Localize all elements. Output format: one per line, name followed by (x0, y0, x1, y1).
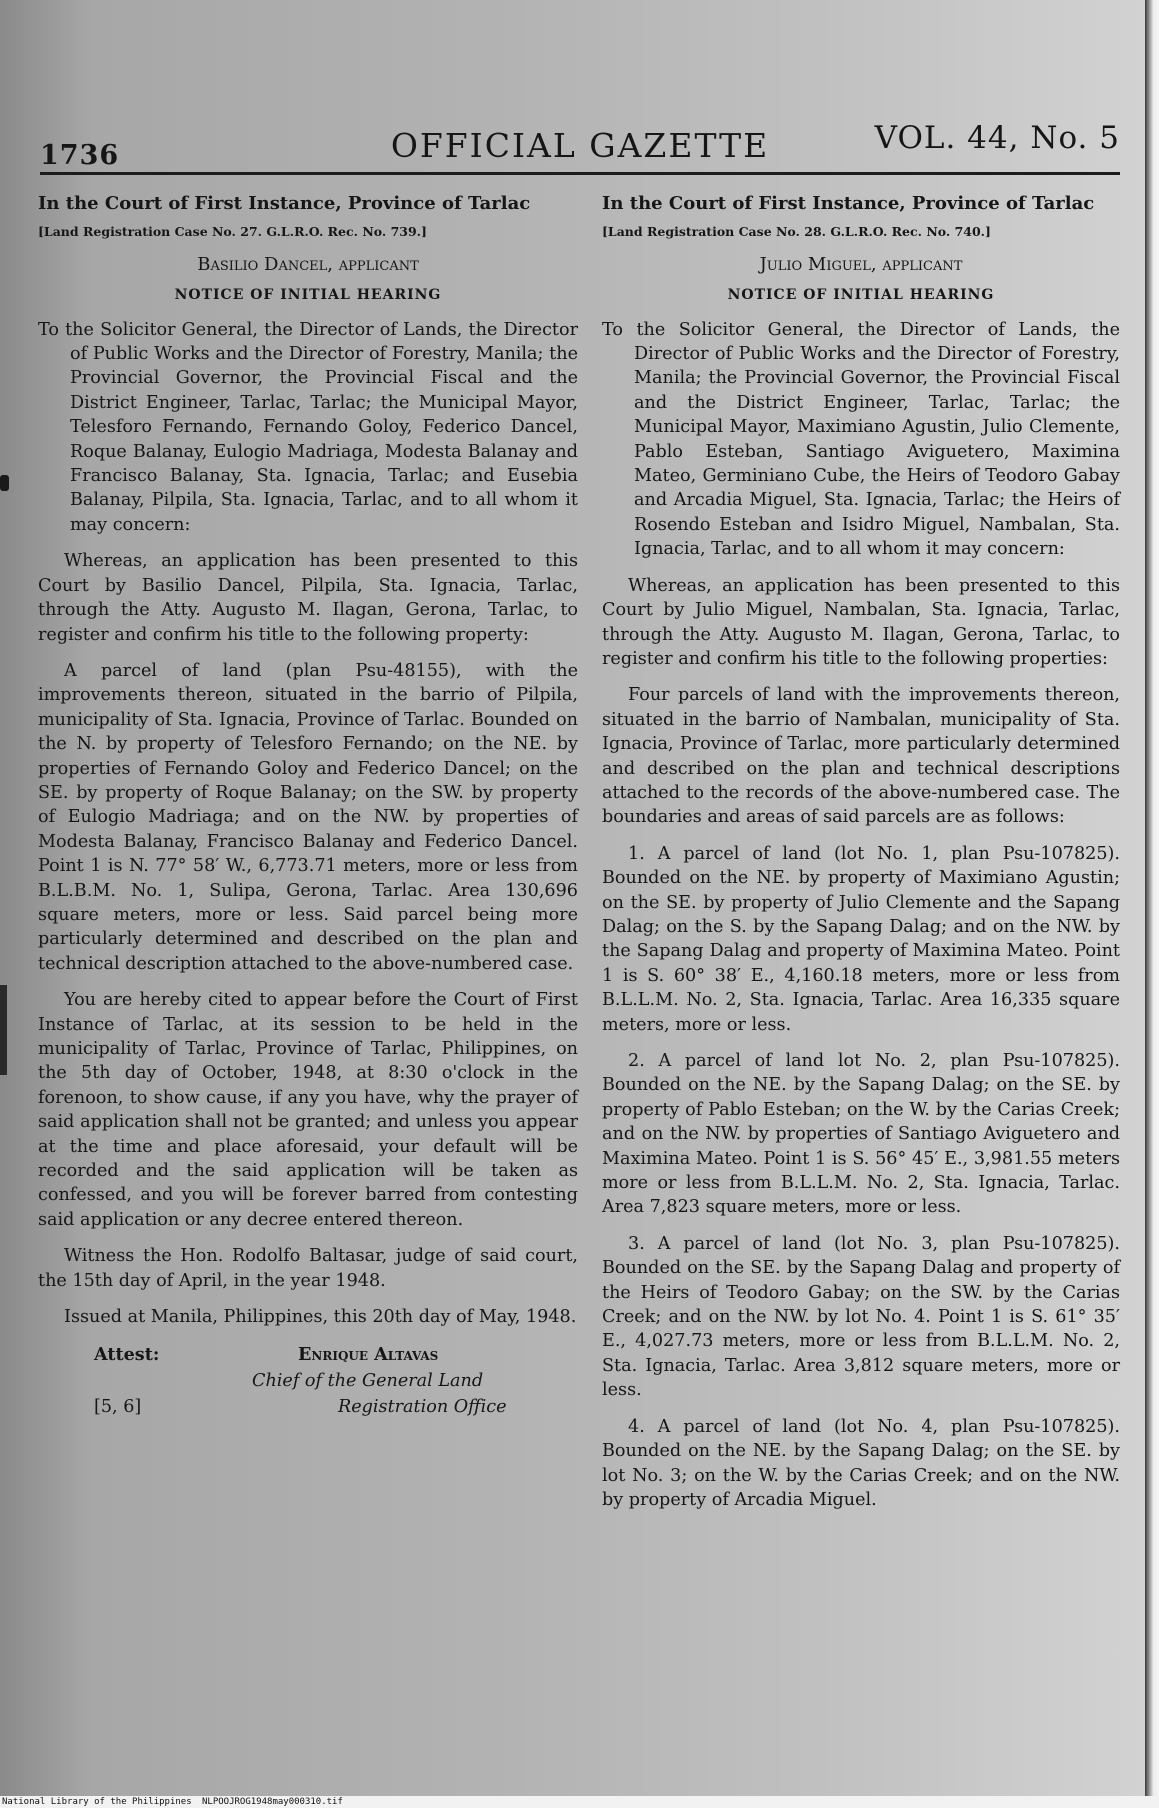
parcels-intro: Four parcels of land with the improvements thereon, situated in the barrio of Nambalan, municipality of Sta. Ignacia, Province of Tarlac, more particularly determined and described on the plan and technical descriptions attached to the records of the above-numbered case. The boundaries and areas of said parcels are as follows: (602, 685, 1120, 828)
court-heading: In the Court of First Instance, Province of Tarlac (38, 193, 531, 214)
signer-name: Enrique Altavas (298, 1344, 439, 1366)
publication-title: OFFICIAL GAZETTE (390, 126, 770, 165)
issue-numbers: [5, 6] (94, 1397, 142, 1418)
volume-number: VOL. 44, No. 5 (874, 120, 1120, 156)
addressees-paragraph: To the Solicitor General, the Director of Lands, the Director of Public Works and the Director of Forestry, Manila; the Provincial Governor, the Provincial Fiscal and the District Engineer, Tarlac, Tarlac; the Municipal Mayor, Telesforo Fernando, Fernando Goloy, Federico Dancel, Roque Balanay, Eulogio Madriaga, Modesta Balanay and Francisco Balanay, Sta. Ignacia, Tarlac; and Eusebia Balanay, Pilpila, Sta. Ignacia, Tarlac, and to all whom it may concern: (38, 319, 578, 535)
page-edge (1145, 0, 1159, 1796)
left-column (38, 192, 578, 1431)
scan-smudge (0, 475, 9, 491)
parcel-3: 3. A parcel of land (lot No. 3, plan Psu-107825). Bounded on the SE. by the Sapang Dalag and property of the Heirs of Teodoro Gabay; on the SW. by the Carias Creek; and on the NW. by lot No. 4. Point 1 is S. 61° 35′ E., 4,027.73 meters, more or less from B.L.L.M. No. 2, Sta. Ignacia, Tarlac. Area 3,812 square meters, more or less. (602, 1233, 1120, 1401)
citation-paragraph: You are hereby cited to appear before the Court of First Instance of Tarlac, at its session to be held in the municipality of Tarlac, Province of Tarlac, Philippines, on the 5th day of October, 1948, at 8:30 o'clock in the forenoon, to show cause, if any you have, why the prayer of said application shall not be granted; and unless you appear at the time and place aforesaid, your default will be recorded and the said application will be taken as confessed, and you will be forever barred from contesting said application or any decree entered thereon. (38, 990, 578, 1230)
witness-paragraph: Witness the Hon. Rodolfo Baltasar, judge of said court, the 15th day of April, in the year 1948. (38, 1246, 578, 1291)
whereas-paragraph: Whereas, an application has been presented to this Court by Julio Miguel, Nambalan, Sta. Ignacia, Tarlac, through the Atty. Augusto M. Ilagan, Gerona, Tarlac, to register and confirm his title to the following properties: (602, 575, 1120, 669)
notice-heading: NOTICE OF INITIAL HEARING (727, 287, 995, 304)
scan-binding-shadow (0, 985, 7, 1075)
applicant-name: Basilio Dancel, applicant (197, 253, 419, 275)
signature-block (38, 1343, 578, 1431)
page-number: 1736 (40, 140, 120, 171)
court-heading: In the Court of First Instance, Province of Tarlac (602, 193, 1095, 214)
case-number: [Land Registration Case No. 27. G.L.R.O. Rec. No. 739.] (38, 224, 427, 240)
parcel-2: 2. A parcel of land lot No. 2, plan Psu-107825). Bounded on the NE. by the Sapang Dalag; on the SE. by property of Pablo Esteban; on the W. by the Carias Creek; and on the NW. by properties of Santiago Aviguetero and Maximina Mateo. Point 1 is S. 56° 45′ E., 3,981.55 meters more or less from B.L.L.M. No. 2, Sta. Ignacia, Tarlac. Area 7,823 square meters, more or less. (602, 1051, 1120, 1218)
scan-filename: NLPOOJROG1948may000310.tif (202, 1797, 343, 1807)
addressees-paragraph: To the Solicitor General, the Director of Lands, the Director of Public Works and the Director of Forestry, Manila; the Provincial Governor, the Provincial Fiscal and the District Engineer, Tarlac, Tarlac; the Municipal Mayor, Maximiano Agustin, Julio Clemente, Pablo Esteban, Santiago Aviguetero, Maximina Mateo, Germiniano Cube, the Heirs of Teodoro Gabay and Arcadia Miguel, Sta. Ignacia, Tarlac; the Heirs of Rosendo Esteban and Isidro Miguel, Nambalan, Sta. Ignacia, Tarlac, and to all whom it may concern: (602, 319, 1120, 560)
scan-footer (0, 1796, 1159, 1808)
page-header (40, 118, 1120, 175)
signer-title-line-1: Chief of the General Land (252, 1371, 484, 1392)
attest-label: Attest: (94, 1344, 160, 1366)
issued-paragraph: Issued at Manila, Philippines, this 20th day of May, 1948. (64, 1307, 577, 1328)
whereas-paragraph: Whereas, an application has been presented to this Court by Basilio Dancel, Pilpila, Sta. Ignacia, Tarlac, through the Atty. Augusto M. Ilagan, Gerona, Tarlac, to register and confirm his title to the following property: (38, 551, 578, 645)
parcel-description: A parcel of land (plan Psu-48155), with the improvements thereon, situated in the barrio of Pilpila, municipality of Sta. Ignacia, Province of Tarlac. Bounded on the N. by property of Telesforo Fernando; on the NE. by properties of Fernando Goloy and Federico Dancel; on the SE. by property of Roque Balanay; on the SW. by property of Eulogio Madriaga; and on the NW. by properties of Modesta Balanay, Francisco Balanay and Federico Dancel. Point 1 is N. 77° 58′ W., 6,773.71 meters, more or less from B.L.B.M. No. 1, Sulipa, Gerona, Tarlac. Area 130,696 square meters, more or less. Said parcel being more particularly determined and described on the plan and technical description attached to the above-numbered case. (38, 660, 578, 974)
case-number: [Land Registration Case No. 28. G.L.R.O. Rec. No. 740.] (602, 224, 991, 240)
signer-title-line-2: Registration Office (338, 1397, 507, 1418)
library-credit: National Library of the Philippines (2, 1797, 192, 1807)
notice-heading: NOTICE OF INITIAL HEARING (174, 287, 442, 304)
right-column (602, 192, 1120, 1512)
applicant-name: Julio Miguel, applicant (759, 253, 963, 275)
parcel-1: 1. A parcel of land (lot No. 1, plan Psu-107825). Bounded on the NE. by property of Maximiano Agustin; on the SE. by property of Julio Clemente and the Sapang Dalag; on the S. by the Sapang Dalag; and on the NW. by the Sapang Dalag and property of Maximina Mateo. Point 1 is S. 60° 38′ E., 4,160.18 meters, more or less from B.L.L.M. No. 2, Sta. Ignacia, Tarlac. Area 16,335 square meters, more or less. (602, 843, 1120, 1035)
parcel-4: 4. A parcel of land (lot No. 4, plan Psu-107825). Bounded on the NE. by the Sapang Dalag; on the SE. by lot No. 3; on the W. by the Carias Creek; and on the NW. by property of Arcadia Miguel. (602, 1416, 1120, 1510)
